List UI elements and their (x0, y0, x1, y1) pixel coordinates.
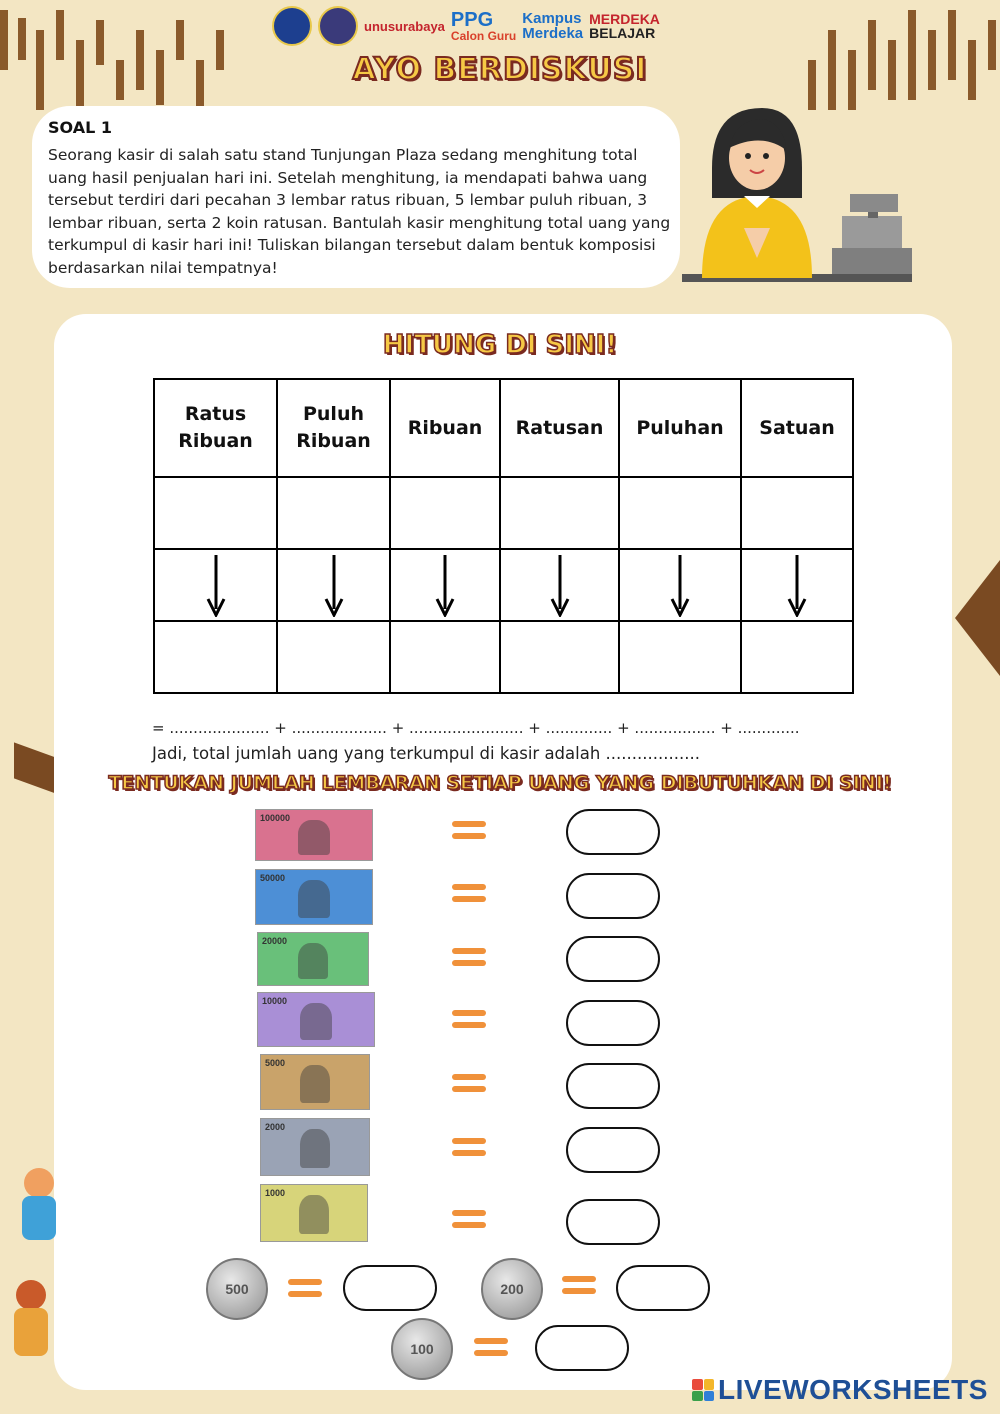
page-title: AYO BERDISKUSI (352, 52, 648, 87)
table-row-arrows (154, 549, 853, 621)
equals-sign (452, 948, 486, 966)
down-arrow-icon (155, 550, 276, 620)
unusa-logo: unusurabaya (364, 18, 445, 34)
cell-value-puluh-ribuan[interactable] (277, 621, 390, 693)
unusa-seal-logo (318, 6, 358, 46)
table-row-digits (154, 477, 853, 549)
header-satuan: Satuan (741, 379, 853, 477)
equals-sign (452, 1138, 486, 1156)
conclusion-text: Jadi, total jumlah uang yang terkumpul di kasir adalah .................. (152, 744, 700, 763)
cell-digit-puluhan[interactable] (619, 477, 741, 549)
place-value-table (153, 378, 854, 694)
cell-digit-satuan[interactable] (741, 477, 853, 549)
down-arrow-icon (501, 550, 618, 620)
header-ratusan: Ratusan (500, 379, 619, 477)
cell-digit-ratusan[interactable] (500, 477, 619, 549)
coin-500: 500 (206, 1258, 268, 1320)
header-puluhan: Puluhan (619, 379, 741, 477)
side-arrow-right (955, 560, 1000, 676)
coin-100: 100 (391, 1318, 453, 1380)
table-row-values (154, 621, 853, 693)
composition-equation: = ..................... + .................... + ........................ + .............. + ................. + ............. (152, 719, 800, 737)
answer-box-5000[interactable] (566, 1063, 660, 1109)
down-arrow-icon (391, 550, 499, 620)
cell-value-ribuan[interactable] (390, 621, 500, 693)
table-header-row (154, 379, 853, 477)
answer-box-2000[interactable] (566, 1127, 660, 1173)
section-title-count: HITUNG DI SINI! (382, 330, 618, 360)
liveworksheets-brand: LIVEWORKSHEETS (718, 1374, 988, 1405)
cell-value-ratus-ribuan[interactable] (154, 621, 277, 693)
equals-sign (452, 1210, 486, 1228)
cashier-illustration (682, 108, 914, 284)
header-puluh-ribuan: Puluh Ribuan (277, 379, 390, 477)
question-card (32, 106, 680, 288)
kampus-merdeka-logo: Kampus Merdeka (522, 10, 584, 42)
liveworksheets-logo (692, 1374, 988, 1406)
banknote-2000: 2000 (260, 1118, 370, 1176)
answer-box-50000[interactable] (566, 873, 660, 919)
down-arrow-icon (278, 550, 389, 620)
coin-200: 200 (481, 1258, 543, 1320)
banknote-50000: 50000 (255, 869, 373, 925)
header-logos (272, 4, 728, 48)
answer-box-10000[interactable] (566, 1000, 660, 1046)
cell-digit-puluh-ribuan[interactable] (277, 477, 390, 549)
answer-box-coin-100[interactable] (535, 1325, 629, 1371)
equals-sign (452, 821, 486, 839)
equals-sign (562, 1276, 596, 1294)
banknote-10000: 10000 (257, 992, 375, 1047)
equals-sign (452, 1074, 486, 1092)
banknote-1000: 1000 (260, 1184, 368, 1242)
cell-digit-ribuan[interactable] (390, 477, 500, 549)
equals-sign (452, 1010, 486, 1028)
banknote-100000: 100000 (255, 809, 373, 861)
tut-wuri-logo (272, 6, 312, 46)
banknote-20000: 20000 (257, 932, 369, 986)
section-title-sheets: TENTUKAN JUMLAH LEMBARAN SETIAP UANG YANG DIBUTUHKAN DI SINI! (108, 772, 892, 794)
banknote-5000: 5000 (260, 1054, 370, 1110)
equals-sign (474, 1338, 508, 1356)
question-label: SOAL 1 (48, 118, 112, 137)
down-arrow-icon (742, 550, 852, 620)
child-illustration (16, 1168, 60, 1248)
header-ribuan: Ribuan (390, 379, 500, 477)
cell-value-ratusan[interactable] (500, 621, 619, 693)
down-arrow-icon (620, 550, 740, 620)
answer-box-1000[interactable] (566, 1199, 660, 1245)
answer-box-100000[interactable] (566, 809, 660, 855)
header-ratus-ribuan: Ratus Ribuan (154, 379, 277, 477)
child-illustration (10, 1280, 54, 1370)
cell-value-puluhan[interactable] (619, 621, 741, 693)
answer-box-coin-200[interactable] (616, 1265, 710, 1311)
liveworksheets-icon (692, 1379, 714, 1401)
cell-digit-ratus-ribuan[interactable] (154, 477, 277, 549)
equals-sign (452, 884, 486, 902)
ppg-logo: PPG Calon Guru (450, 9, 517, 43)
merdeka-belajar-logo: MERDEKA BELAJAR (589, 11, 660, 41)
question-text: Seorang kasir di salah satu stand Tunjungan Plaza sedang menghitung total uang hasil penjualan hari ini. Setelah menghitung, ia mendapati bahwa uang tersebut terdiri dari pecahan 3 lembar ratus ribuan, 5 lembar puluh ribuan, 3 lembar ribuan, serta 2 koin ratusan. Bantulah kasir menghitung total uang yang terkumpul di kasir hari ini! Tuliskan bilangan tersebut dalam bentuk komposisi berdasarkan nilai tempatnya! (48, 146, 671, 277)
answer-box-coin-500[interactable] (343, 1265, 437, 1311)
cell-value-satuan[interactable] (741, 621, 853, 693)
equals-sign (288, 1279, 322, 1297)
answer-box-20000[interactable] (566, 936, 660, 982)
